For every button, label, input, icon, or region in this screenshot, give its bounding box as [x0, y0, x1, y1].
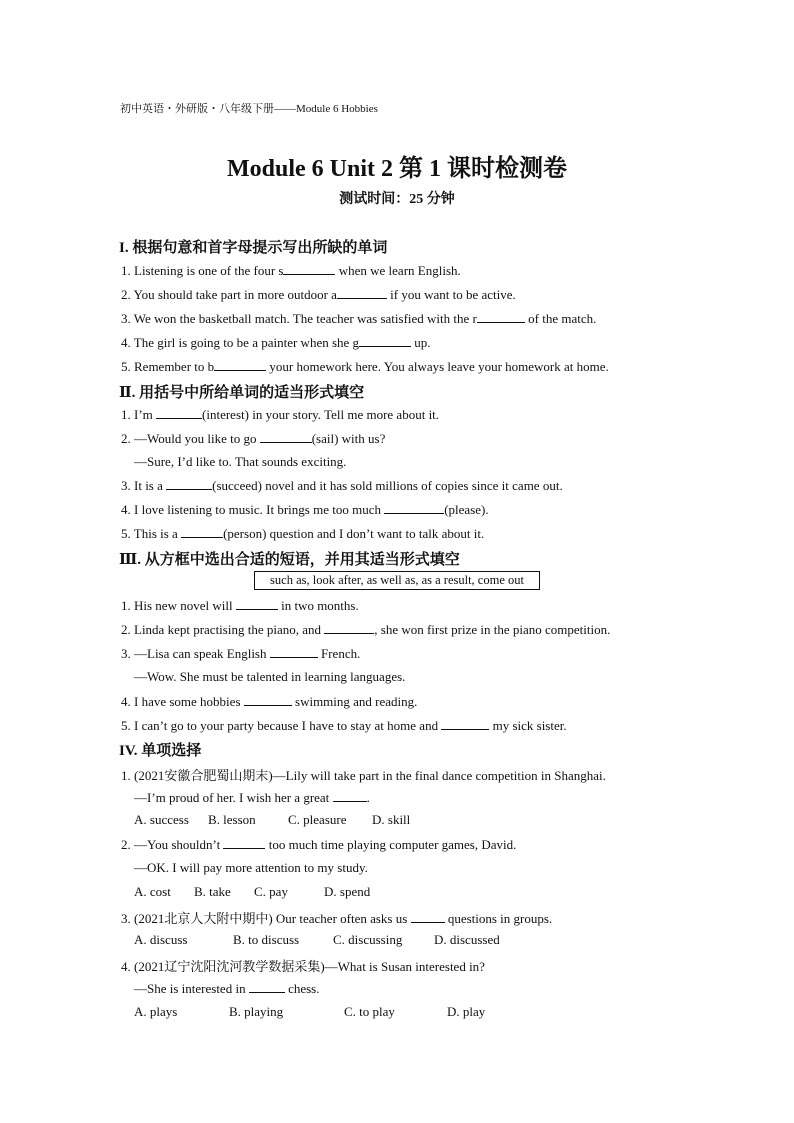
option-row — [134, 932, 500, 948]
question-line: —OK. I will pay more attention to my study. — [134, 860, 368, 875]
answer-blank[interactable] — [477, 310, 525, 323]
answer-blank[interactable] — [337, 286, 387, 299]
answer-blank[interactable] — [324, 621, 374, 634]
answer-blank[interactable] — [384, 501, 444, 514]
answer-blank[interactable] — [333, 789, 367, 802]
option-b[interactable]: B. take — [194, 884, 231, 899]
answer-blank[interactable] — [441, 717, 489, 730]
section-2-heading: Ⅱ. 用括号中所给单词的适当形式填空 — [119, 385, 365, 401]
question-line: 1. I’m (interest) in your story. Tell me more about it. — [121, 407, 440, 422]
answer-blank[interactable] — [270, 645, 318, 658]
question-line: 2. —You shouldn’t too much time playing computer games, David. — [121, 837, 517, 852]
option-a[interactable]: A. cost — [134, 884, 171, 899]
section-3-heading: Ⅲ. 从方框中选出合适的短语，并用其适当形式填空 — [119, 552, 460, 568]
option-b[interactable]: B. lesson — [208, 812, 256, 827]
option-row — [134, 1004, 485, 1020]
answer-blank[interactable] — [223, 836, 265, 849]
page-subtitle: 测试时间：25 分钟 — [339, 192, 455, 207]
option-a[interactable]: A. discuss — [134, 932, 188, 947]
answer-blank[interactable] — [260, 430, 312, 443]
phrase-box: such as, look after, as well as, as a result, come out — [254, 571, 540, 590]
answer-blank[interactable] — [283, 262, 335, 275]
question-line: —Sure, I’d like to. That sounds exciting. — [134, 454, 347, 469]
question-line: 3. We won the basketball match. The teacher was satisfied with the r of the match. — [121, 311, 597, 326]
question-line: 2. —Would you like to go (sail) with us? — [121, 431, 386, 446]
option-c[interactable]: C. to play — [344, 1004, 395, 1019]
option-row — [134, 812, 410, 828]
answer-blank[interactable] — [359, 334, 411, 347]
question-line: 2. You should take part in more outdoor a if you want to be active. — [121, 287, 516, 302]
question-line: 2. Linda kept practising the piano, and , she won first prize in the piano competition. — [121, 622, 611, 637]
answer-blank[interactable] — [249, 980, 285, 993]
question-line: 4. (2021辽宁沈阳沈河教学数据采集)—What is Susan interested in? — [121, 959, 485, 974]
answer-blank[interactable] — [411, 910, 445, 923]
question-line: 3. It is a (succeed) novel and it has sold millions of copies since it came out. — [121, 478, 563, 493]
question-line: 1. (2021安徽合肥蜀山期末)—Lily will take part in the final dance competition in Shanghai. — [121, 768, 606, 783]
option-d[interactable]: D. skill — [372, 812, 411, 827]
option-b[interactable]: B. to discuss — [233, 932, 300, 947]
question-line: 3. —Lisa can speak English French. — [121, 646, 361, 661]
section-1-heading: I. 根据句意和首字母提示写出所缺的单词 — [119, 240, 388, 256]
question-line: —Wow. She must be talented in learning languages. — [134, 669, 406, 684]
question-line: 5. Remember to b your homework here. You always leave your homework at home. — [121, 359, 609, 374]
question-line: 4. I have some hobbies swimming and reading. — [121, 694, 418, 709]
option-row — [134, 884, 370, 900]
page-header: 初中英语・外研版・八年级下册——Module 6 Hobbies — [120, 103, 378, 115]
question-line: 4. I love listening to music. It brings me too much (please). — [121, 502, 489, 517]
answer-blank[interactable] — [181, 525, 223, 538]
answer-blank[interactable] — [166, 477, 212, 490]
question-line: 3. (2021北京人大附中期中) Our teacher often asks us questions in groups. — [121, 911, 553, 926]
answer-blank[interactable] — [236, 597, 278, 610]
option-c[interactable]: C. pleasure — [288, 812, 347, 827]
option-b[interactable]: B. playing — [229, 1004, 284, 1019]
answer-blank[interactable] — [156, 406, 202, 419]
question-line: 1. His new novel will in two months. — [121, 598, 359, 613]
option-c[interactable]: C. pay — [254, 884, 288, 899]
question-line: 5. This is a (person) question and I don’t want to talk about it. — [121, 526, 485, 541]
question-line: 1. Listening is one of the four s when we learn English. — [121, 263, 461, 278]
question-line: 4. The girl is going to be a painter when she g up. — [121, 335, 431, 350]
option-a[interactable]: A. success — [134, 812, 189, 827]
answer-blank[interactable] — [214, 358, 266, 371]
option-c[interactable]: C. discussing — [333, 932, 403, 947]
question-line: —I’m proud of her. I wish her a great . — [134, 790, 370, 805]
option-d[interactable]: D. spend — [324, 884, 371, 899]
question-line: —She is interested in chess. — [134, 981, 320, 996]
option-d[interactable]: D. discussed — [434, 932, 500, 947]
section-4-heading: IV. 单项选择 — [119, 743, 202, 759]
option-d[interactable]: D. play — [447, 1004, 486, 1019]
answer-blank[interactable] — [244, 693, 292, 706]
question-line: 5. I can’t go to your party because I have to stay at home and my sick sister. — [121, 718, 567, 733]
page-title: Module 6 Unit 2 第 1 课时检测卷 — [226, 156, 567, 182]
option-a[interactable]: A. plays — [134, 1004, 178, 1019]
